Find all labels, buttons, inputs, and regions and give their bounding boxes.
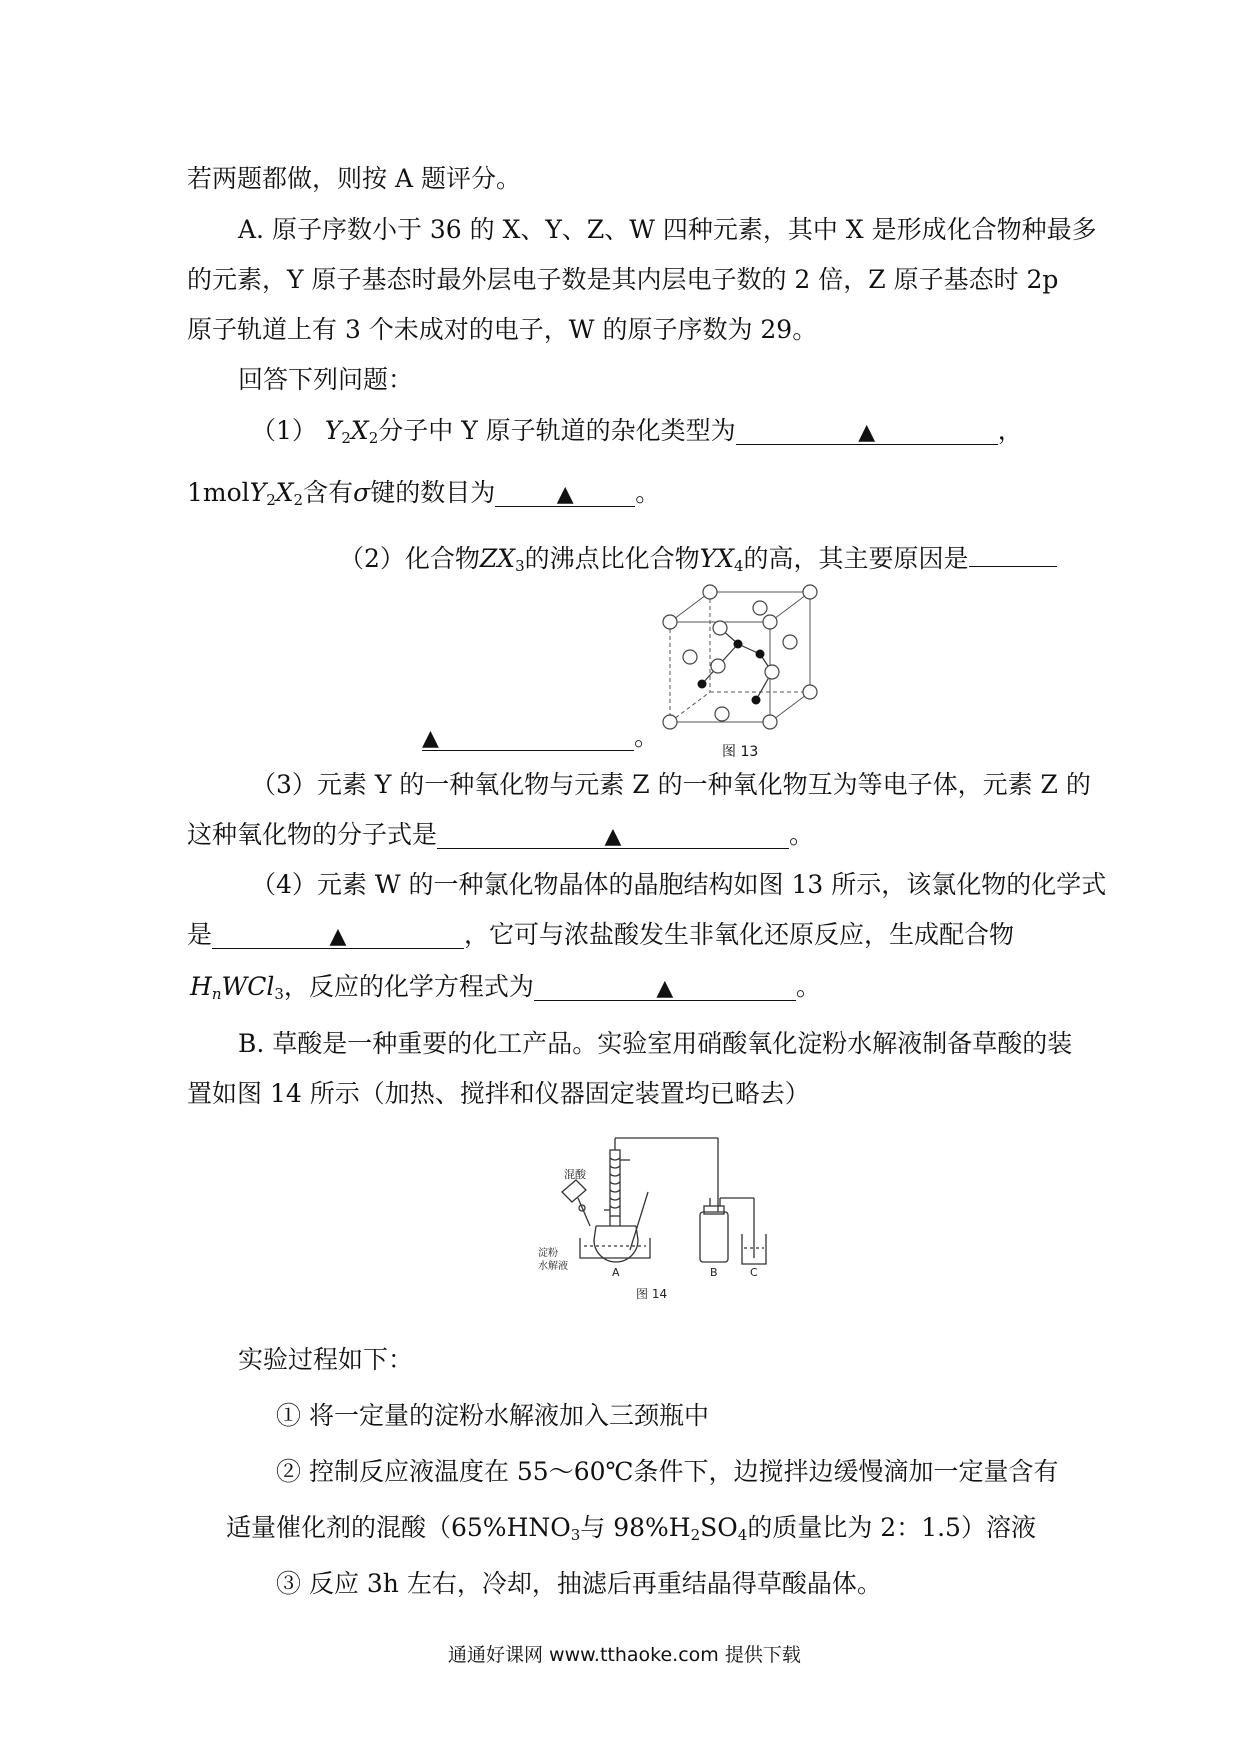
q2-text2: 的沸点比化合物 [524, 544, 700, 573]
q1b-text: 含有 [303, 478, 354, 507]
period: 。 [634, 722, 660, 751]
wash-bottle-b [700, 1212, 728, 1262]
label-c: C [750, 1266, 758, 1279]
unit-cell-figure [660, 582, 820, 742]
question-2-line-2 [422, 720, 659, 754]
step2-text-4: 的质量比为 2：1.5）溶液 [747, 1513, 1036, 1542]
answer-blank-q1b[interactable] [495, 478, 635, 507]
question-2-line-1 [339, 538, 1057, 576]
formula-yx4: $YX_4$ [699, 544, 744, 575]
q1b-text2: 键的数目为 [370, 478, 496, 507]
question-1-line-1 [251, 414, 1023, 448]
period: 。 [795, 972, 821, 1001]
process-title: 实验过程如下： [238, 1345, 414, 1374]
formula-hnwcl3: $H_nWCl_3$ [190, 972, 284, 1003]
part-a-line-1: A. 原子序数小于 36 的 X、Y、Z、W 四种元素，其中 X 是形成化合物种最多 [238, 215, 1097, 244]
answer-blank-q2[interactable] [422, 722, 634, 751]
chloride-atoms [663, 585, 817, 729]
step-1: ① 将一定量的淀粉水解液加入三颈瓶中 [276, 1401, 709, 1430]
blank-triangle-icon: ▲ [556, 482, 574, 507]
period: 。 [635, 478, 661, 507]
footer-source: 通通好课网 www.tthaoke.com 提供下载 [448, 1644, 801, 1666]
step2-text-2: 与 98%H [580, 1513, 691, 1542]
q4-text-c: ，反应的化学方程式为 [283, 972, 534, 1001]
part-b-line-2: 置如图 14 所示（加热、搅拌和仪器固定装置均已略去） [187, 1079, 810, 1108]
dropping-funnel [562, 1180, 586, 1202]
answer-blank-q4b[interactable] [534, 972, 796, 1001]
answer-blank-q3[interactable] [437, 820, 789, 849]
step-2-line-1: ② 控制反应液温度在 55～60℃条件下，边搅拌边缓慢滴加一定量含有 [276, 1457, 1059, 1486]
period: 。 [789, 820, 815, 849]
figure-14-caption: 图 14 [636, 1287, 668, 1301]
question-4-line-2 [187, 918, 1014, 952]
blank-triangle-icon: ▲ [422, 726, 439, 751]
label-starch-1: 淀粉 [538, 1248, 558, 1259]
formula-y2x2: $Y_2X_2$ [249, 478, 304, 509]
intro-line: 若两题都做，则按 A 题评分。 [187, 164, 521, 193]
water-bath [580, 1238, 650, 1258]
apparatus-drawing [562, 1138, 766, 1264]
blank-triangle-icon: ▲ [656, 976, 674, 1001]
step2-text-3: SO [700, 1513, 738, 1542]
sigma-symbol: σ [353, 478, 371, 507]
label-starch-2: 水解液 [538, 1261, 568, 1272]
q4-text-a: 是 [187, 920, 213, 949]
q1-number: （1） [251, 416, 317, 445]
formula-zx3: $ZX_3$ [479, 544, 525, 575]
step-2-line-2: 适量催化剂的混酸（$65\%HNO_3$与 $98\%H_2SO_4$的质量比为 2：1.5）溶液 [226, 1513, 1036, 1544]
q3-text: 这种氧化物的分子式是 [187, 820, 438, 849]
question-3-line-2 [187, 818, 814, 852]
part-a-line-2: 的元素，Y 原子基态时最外层电子数是其内层电子数的 2 倍，Z 原子基态时 2p [187, 265, 1059, 294]
q1-text: 分子中 Y 原子轨道的杂化类型为 [378, 416, 736, 445]
answer-prompt: 回答下列问题： [238, 365, 414, 394]
step-3: ③ 反应 3h 左右，冷却，抽滤后再重结晶得草酸晶体。 [276, 1569, 882, 1598]
formula-y2x2: $Y_2X_2$ [324, 416, 379, 447]
blank-triangle-icon: ▲ [329, 924, 347, 949]
q2-text3: 的高，其主要原因是 [743, 544, 969, 573]
blank-triangle-icon: ▲ [858, 420, 876, 445]
answer-blank-q1a[interactable] [736, 416, 998, 445]
label-b: B [710, 1266, 718, 1279]
answer-blank-q4a[interactable] [212, 920, 464, 949]
q2-text1: 化合物 [404, 544, 480, 573]
comma: ， [997, 416, 1023, 445]
label-mix-acid: 混酸 [564, 1168, 586, 1181]
q4-text-b: ，它可与浓盐酸发生非氧化还原反应，生成配合物 [464, 920, 1015, 949]
apparatus-figure [538, 1130, 768, 1305]
copper-atoms [698, 640, 765, 705]
question-4-line-3 [190, 970, 821, 1004]
question-1-line-2 [187, 476, 660, 510]
q2-number: （2） [339, 544, 405, 573]
thermometer [630, 1192, 648, 1250]
blank-triangle-icon: ▲ [604, 824, 622, 849]
question-4-line-1: （4）元素 W 的一种氯化物晶体的晶胞结构如图 13 所示，该氯化物的化学式 [251, 870, 1107, 899]
part-b-line-1: B. 草酸是一种重要的化工产品。实验室用硝酸氧化淀粉水解液制备草酸的装 [238, 1029, 1073, 1058]
question-3-line-1: （3）元素 Y 的一种氧化物与元素 Z 的一种氧化物互为等电子体，元素 Z 的 [251, 770, 1091, 799]
answer-blank-q2-start[interactable] [969, 538, 1057, 567]
step2-text-1: 适量催化剂的混酸（65%HNO [226, 1513, 571, 1542]
figure-13-caption: 图 13 [722, 744, 759, 760]
q1b-prefix: 1mol [187, 478, 250, 507]
part-a-line-3: 原子轨道上有 3 个未成对的电子，W 的原子序数为 29。 [187, 315, 818, 344]
label-a: A [612, 1266, 620, 1279]
